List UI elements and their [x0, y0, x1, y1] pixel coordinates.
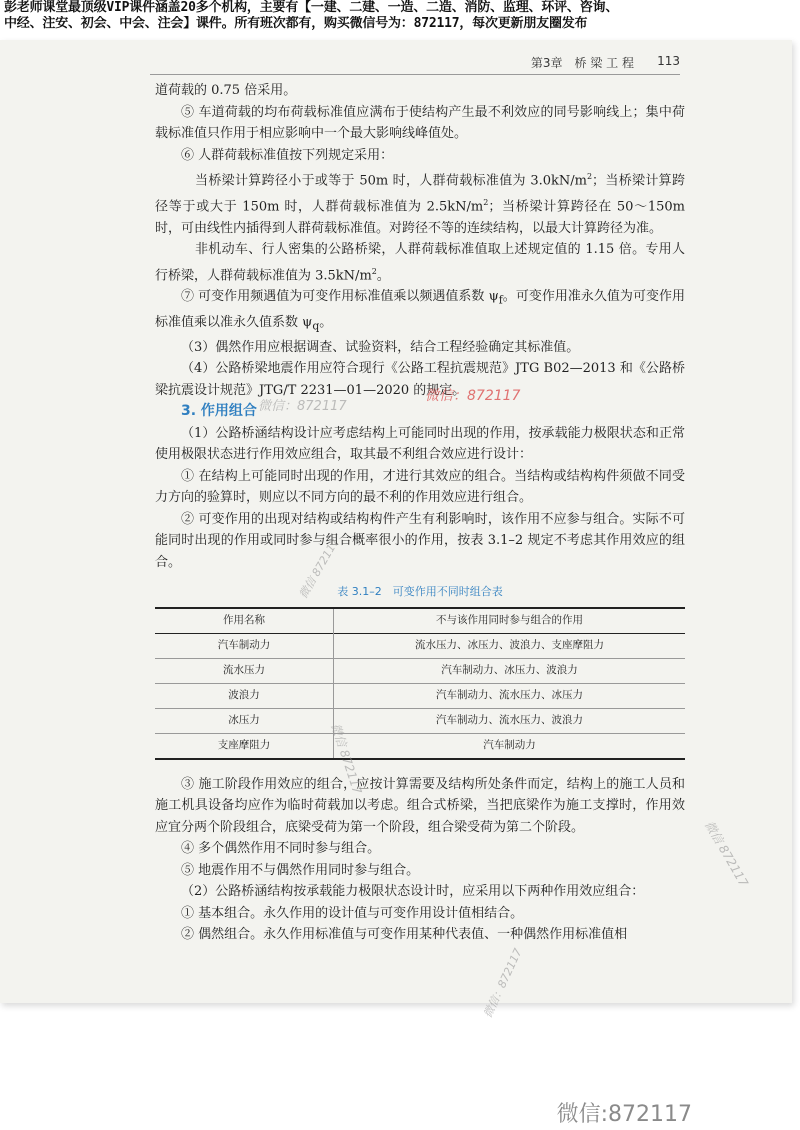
text-run: ；当桥梁计算跨径在 50～150m 时，可由线性内插得到人群荷载标准值。对跨径不等的连续结构，以最大计算跨径为准。 — [155, 199, 685, 236]
table-cell: 汽车制动力 — [155, 633, 334, 658]
paragraph — [155, 166, 685, 239]
paragraph: ② 可变作用的出现对结构或结构构件产生有利影响时，该作用不应参与组合。实际不可能同时出现的作用或同时参与组合概率很小的作用，按表 3.1–2 规定不考虑其作用效应的组合。 — [155, 511, 685, 570]
page-number: 113 — [657, 54, 680, 68]
table-cell: 支座摩阻力 — [155, 733, 334, 759]
watermark-grey: 微信：872117 — [258, 399, 347, 414]
table-cell: 波浪力 — [155, 683, 334, 708]
footer-watermark: 微信:872117 — [556, 1102, 692, 1127]
superscript: 2 — [483, 197, 489, 207]
column-header: 不与该作用同时参与组合的作用 — [436, 613, 583, 626]
paragraph: ② 偶然组合。永久作用标准值与可变作用某种代表值、一种偶然作用标准值相 — [181, 927, 628, 943]
table-cell: 汽车制动力、冰压力、波浪力 — [441, 663, 578, 676]
banner-line-2: 中经、注安、初会、中会、注会】课件。所有班次都有，购买微信号为：872117，每次更新朋友圈发布 — [4, 16, 588, 31]
text-run: 非机动车、行人密集的公路桥梁，人群荷载标准值取上述规定值的 1.15 倍。专用人行桥梁，人群荷载标准值为 3.5kN/m — [155, 242, 685, 283]
subscript: q — [312, 319, 320, 333]
column-header: 作用名称 — [155, 608, 334, 634]
text-run: 。 — [376, 267, 390, 283]
paragraph: （1）公路桥涵结构设计应考虑结构上可能同时出现的作用，按承载能力极限状态和正常使用极限状态进行作用效应组合，取其最不利组合效应进行设计： — [155, 425, 685, 463]
combination-table — [155, 607, 685, 760]
paragraph: ⑤ 地震作用不与偶然作用同时参与组合。 — [181, 862, 420, 878]
table-row — [155, 633, 685, 658]
text-run: 当桥梁计算跨径小于或等于 50m 时，人群荷载标准值为 3.0kN/m — [195, 173, 587, 189]
watermark-grey: 微信 872117 — [701, 818, 751, 890]
chapter-title: 第3章 桥 梁 工 程 — [530, 56, 634, 70]
body-text — [155, 80, 685, 946]
paragraph: （4）公路桥梁地震作用应符合现行《公路工程抗震规范》JTG B02—2013 和《公路桥梁抗震设计规范》JTG/T 2231—01—2020 的规定。 — [155, 361, 685, 398]
paragraph: ⑤ 车道荷载的均布荷载标准值应满布于使结构产生最不利效应的同号影响线上；集中荷载标准值只作用于相应影响中一个最大影响线峰值处。 — [155, 104, 685, 141]
watermark-red: 微信：872117 — [425, 388, 521, 404]
table-cell: 冰压力 — [155, 708, 334, 733]
paragraph — [155, 286, 685, 336]
table-row — [155, 733, 685, 759]
promo-banner — [4, 0, 800, 32]
text-run: ；当桥梁计算跨径等于或大于 150m 时，人群荷载标准值为 2.5kN/m — [155, 173, 685, 215]
superscript: 2 — [371, 266, 377, 276]
superscript: 2 — [586, 172, 593, 181]
paragraph: （2）公路桥涵结构按承载能力极限状态设计时，应采用以下两种作用效应组合： — [181, 884, 645, 900]
section-title: 3. 作用组合 — [181, 403, 257, 420]
watermark-grey: 微信 872117 — [328, 721, 365, 796]
table-cell: 流水压力、冰压力、波浪力、支座摩阻力 — [415, 638, 604, 651]
watermark-grey: 微信：872117 — [481, 946, 525, 1020]
paragraph — [155, 239, 685, 286]
text-run: 。可变作用准永久值为可变作用标准值乘以准永久值系数 ψ — [155, 289, 685, 330]
table-row — [155, 683, 685, 708]
table-row — [155, 708, 685, 733]
subscript: f — [498, 294, 503, 308]
paragraph: （3）偶然作用应根据调查、试验资料，结合工程经验确定其标准值。 — [181, 339, 580, 355]
table-caption: 表 3.1–2 可变作用不同时组合表 — [337, 585, 503, 599]
watermark-grey: 微信 872117 — [296, 535, 342, 601]
banner-line-1: 彭老师课堂最顶级VIP课件涵盖20多个机构，主要有【一建、二建、一造、二造、消防、监理、环评、咨询、 — [4, 0, 619, 15]
paragraph: ④ 多个偶然作用不同时参与组合。 — [181, 841, 381, 857]
table-row — [155, 658, 685, 683]
paragraph: ① 在结构上可能同时出现的作用，才进行其效应的组合。当结构或结构构件须做不同受力方向的验算时，则应以不同方向的最不利的作用效应进行组合。 — [155, 468, 685, 506]
paragraph: ③ 施工阶段作用效应的组合，应按计算需要及结构所处条件而定，结构上的施工人员和施工机具设备均应作为临时荷载加以考虑。组合式桥梁，当把底梁作为施工支撑时，作用效应宜分两个阶段组合，底梁受荷为第一个阶段，组合梁受荷为第二个阶段。 — [155, 776, 685, 835]
table-header-row — [155, 608, 685, 634]
paragraph: ① 基本组合。永久作用的设计值与可变作用设计值相结合。 — [181, 905, 524, 921]
scanned-page — [0, 40, 792, 1020]
table-cell: 汽车制动力、流水压力、波浪力 — [436, 713, 583, 726]
text-run: ⑦ 可变作用频遇值为可变作用标准值乘以频遇值系数 ψ — [181, 289, 499, 305]
paragraph: 道荷载的 0.75 倍采用。 — [155, 83, 297, 98]
table-cell: 汽车制动力、流水压力、冰压力 — [436, 688, 583, 701]
table-cell: 汽车制动力 — [483, 738, 536, 751]
paragraph: ⑥ 人群荷载标准值按下列规定采用： — [181, 147, 394, 163]
running-header — [150, 50, 680, 75]
text-run: 。 — [319, 314, 333, 330]
table-cell: 流水压力 — [155, 658, 334, 683]
